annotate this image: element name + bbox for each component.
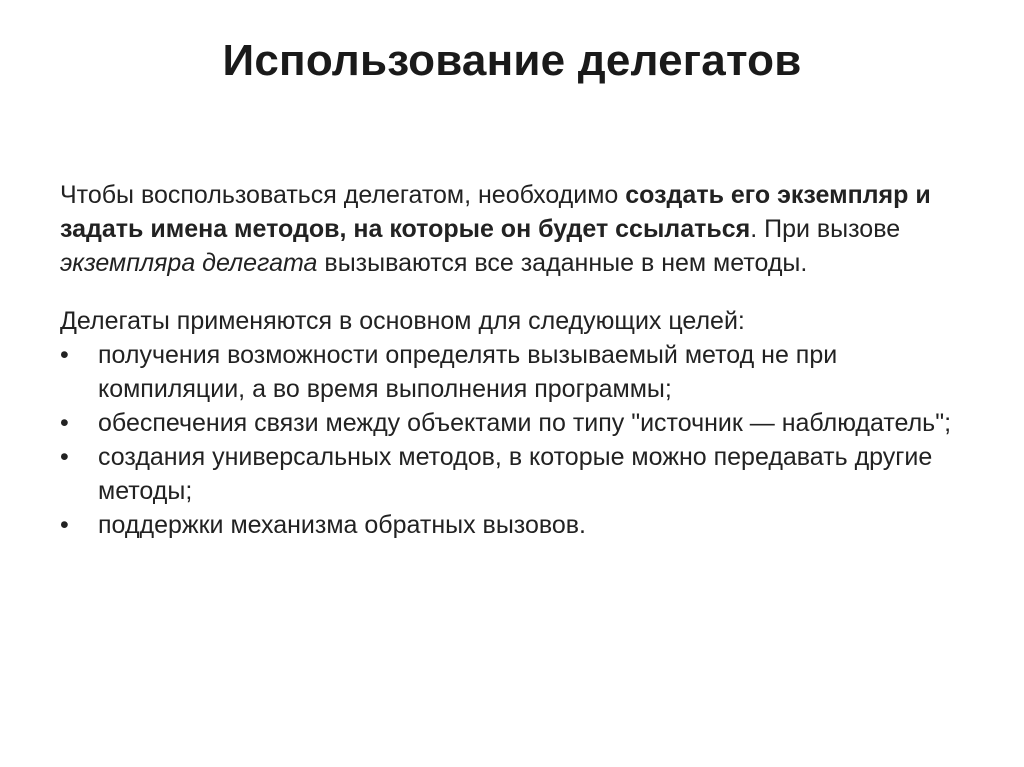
slide-content [60, 178, 980, 542]
purposes-list [60, 338, 980, 542]
intro-italic-text: экземпляра делегата [60, 249, 318, 277]
list-item-text: обеспечения связи между объектами по типу "источник — наблюдатель"; [98, 409, 952, 437]
list-item-text: поддержки механизма обратных вызовов. [98, 511, 587, 539]
intro-text-1: Чтобы воспользоваться делегатом, необходимо [60, 181, 626, 209]
intro-text-3: вызываются все заданные в нем методы. [317, 249, 808, 277]
bullet-icon: • [60, 341, 69, 369]
purposes-lead: Делегаты применяются в основном для следующих целей: [60, 307, 745, 335]
list-item [60, 508, 980, 542]
list-item [60, 338, 980, 406]
intro-paragraph [60, 178, 980, 280]
list-item [60, 406, 980, 440]
bullet-icon: • [60, 443, 69, 471]
list-item-text: создания универсальных методов, в которые можно передавать другие методы; [98, 443, 933, 505]
intro-text-2: . При вызове [750, 215, 901, 243]
intro-bold-text: создать его экземпляр и задать имена методов, на которые он будет ссылаться [60, 181, 931, 243]
slide-title: Использование делегатов [222, 36, 802, 85]
bullet-icon: • [60, 511, 69, 539]
list-item [60, 440, 980, 508]
bullet-icon: • [60, 409, 69, 437]
list-item-text: получения возможности определять вызываемый метод не при компиляции, а во время выполнения программы; [98, 341, 838, 403]
